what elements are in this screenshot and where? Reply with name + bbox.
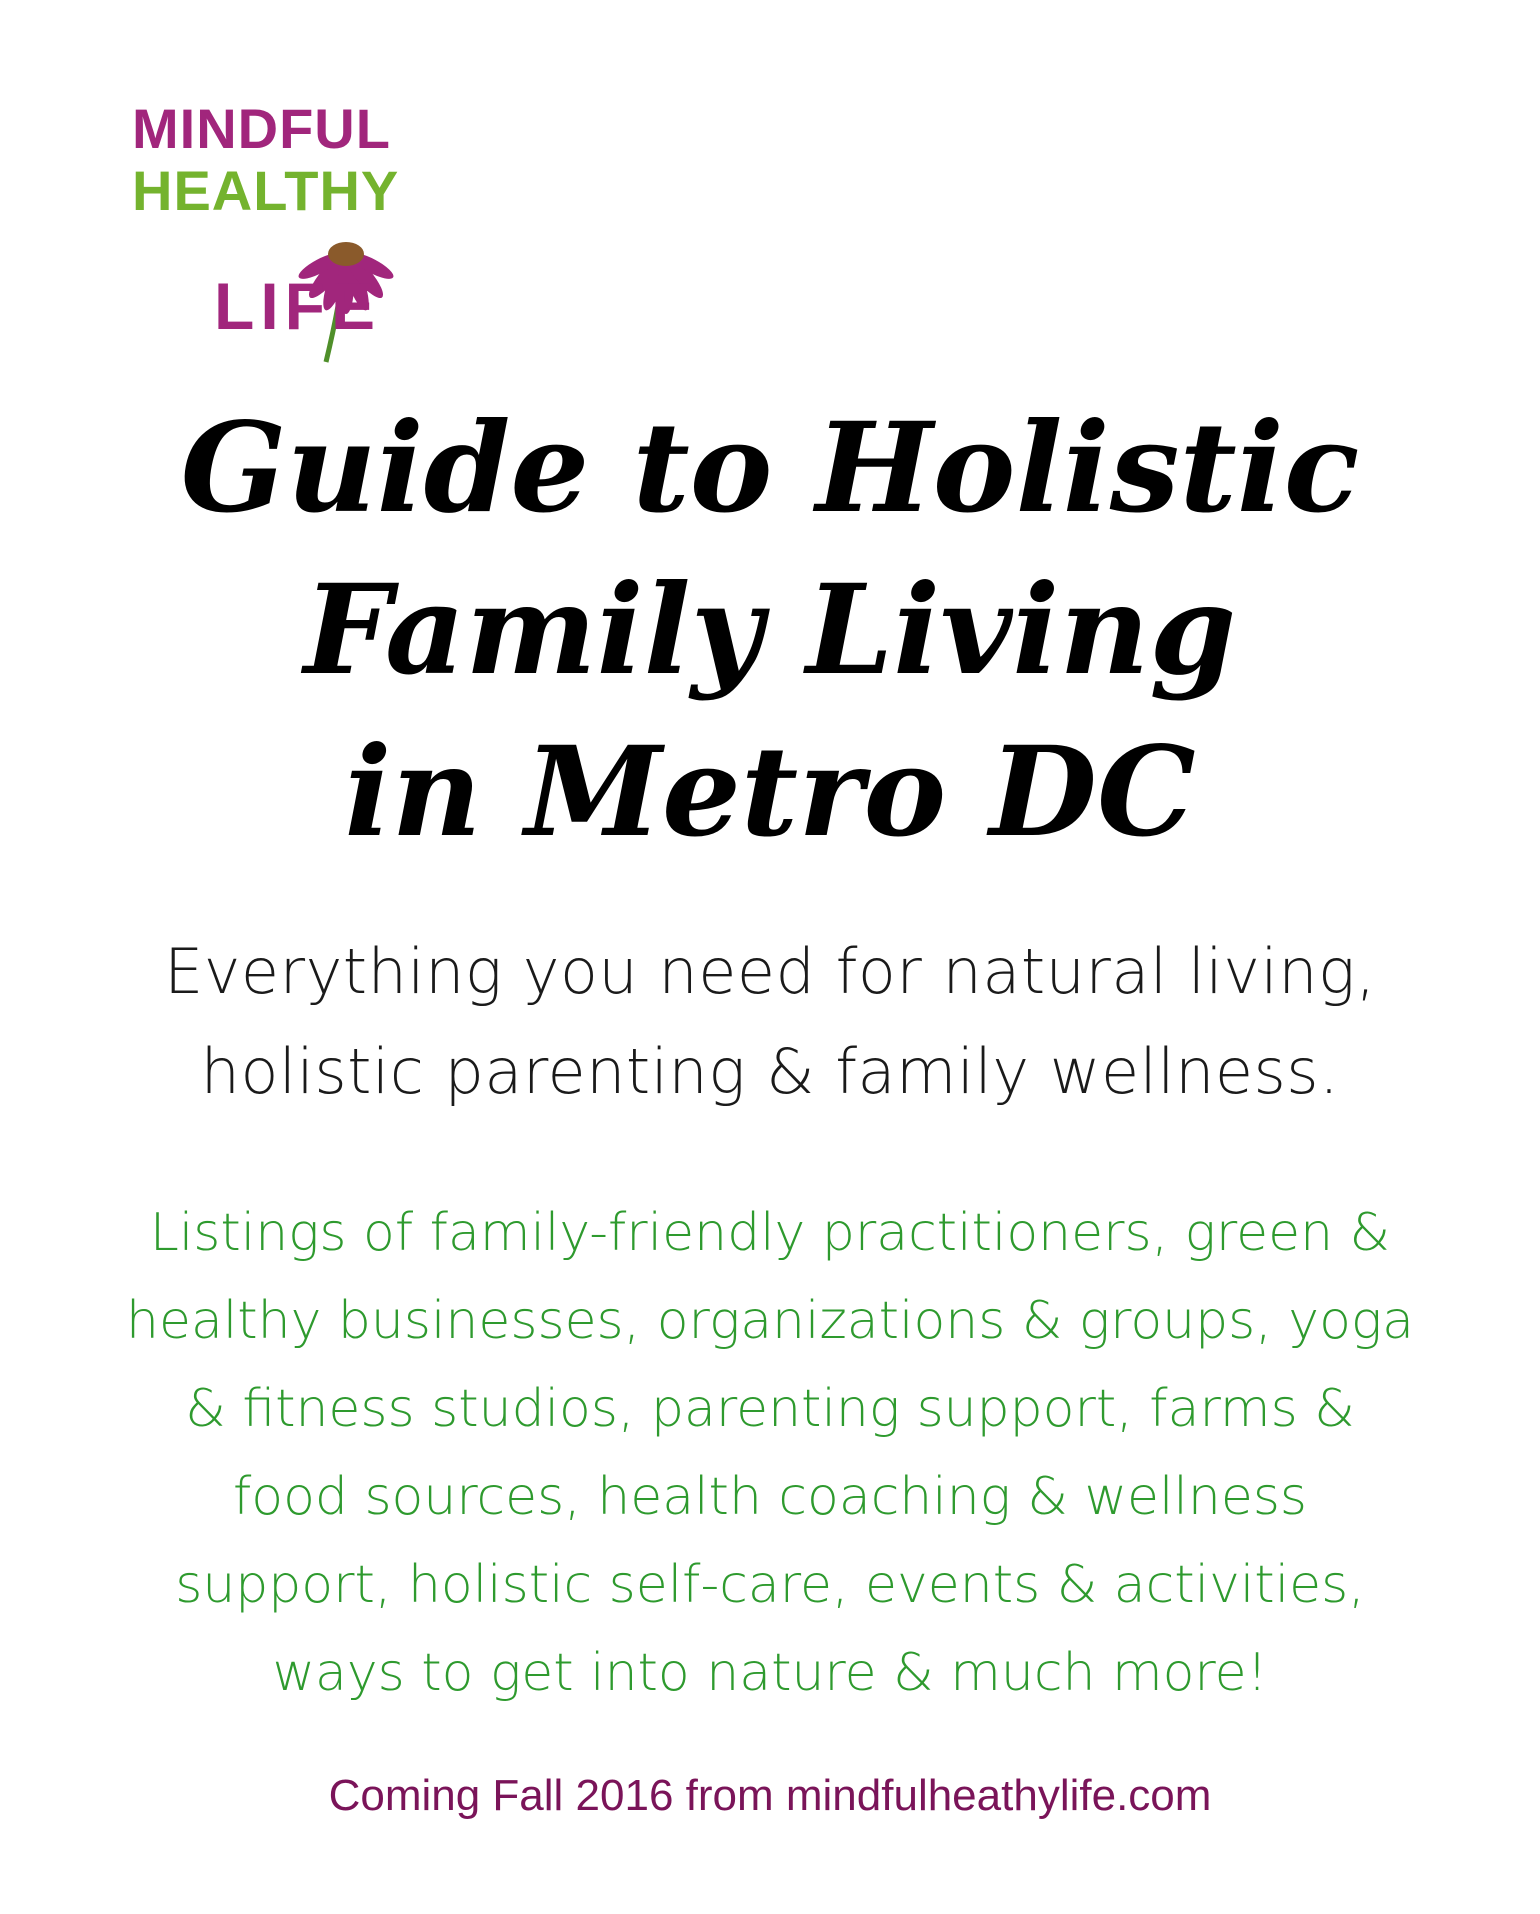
page-title <box>0 388 1540 874</box>
footer-coming-soon: Coming Fall 2016 from mindfulheathylife.com <box>328 1771 1212 1820</box>
mindful-healthy-life-logo <box>128 96 468 343</box>
listings-line-4: food sources, health coaching & wellness <box>232 1467 1308 1527</box>
logo-word-life: LIFE <box>214 269 381 343</box>
title-line-1: Guide to Holistic <box>180 396 1360 541</box>
listings-line-2: healthy businesses, organizations & groups, yoga <box>126 1291 1414 1351</box>
logo-word-healthy: HEALTHY <box>132 159 400 222</box>
subtitle <box>0 922 1540 1122</box>
title-line-2: Family Living <box>303 558 1237 703</box>
subtitle-line-2: holistic parenting & family wellness. <box>200 1035 1340 1108</box>
listings-description <box>0 1189 1540 1717</box>
subtitle-line-1: Everything you need for natural living, <box>164 935 1376 1008</box>
logo-word-mindful: MINDFUL <box>132 97 391 160</box>
listings-line-6: ways to get into nature & much more! <box>272 1643 1268 1703</box>
listings-line-5: support, holistic self-care, events & activities, <box>175 1555 1365 1615</box>
title-line-3: in Metro DC <box>344 720 1196 865</box>
listings-line-3: & fitness studios, parenting support, farms & <box>185 1379 1355 1439</box>
listings-line-1: Listings of family-friendly practitioners, green & <box>149 1203 1391 1263</box>
